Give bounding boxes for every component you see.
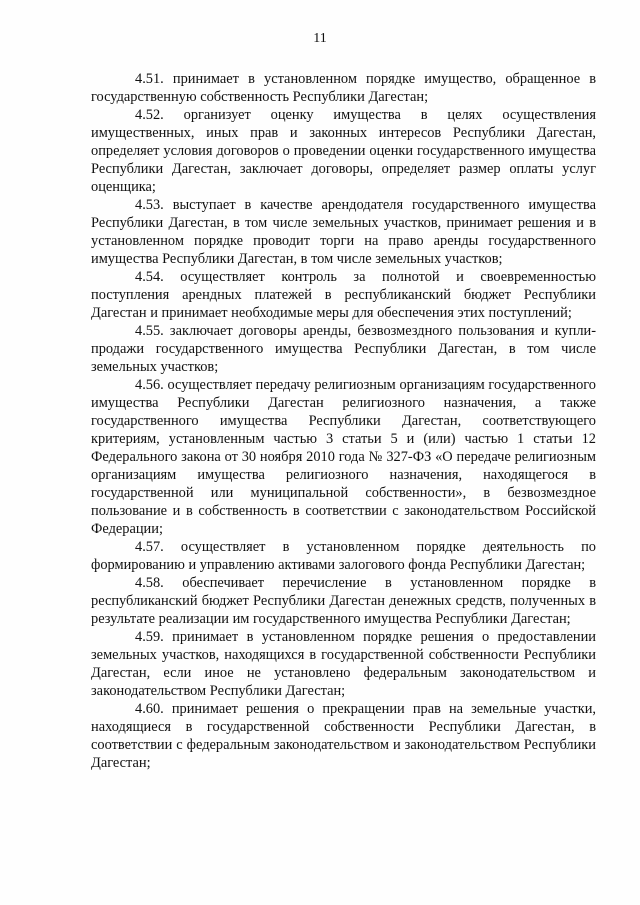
document-body [91, 70, 596, 772]
paragraph-4-51: 4.51. принимает в установленном порядке имущество, обращенное в государственную собственность Республики Дагестан; [91, 71, 596, 105]
paragraph-4-57: 4.57. осуществляет в установленном порядке деятельность по формированию и управлению активами залогового фонда Республики Дагестан; [91, 539, 596, 573]
paragraph-4-56: 4.56. осуществляет передачу религиозным организациям государственного имущества Республики Дагестан религиозного назначения, а также государственного имущества Республики Дагестан, соответствующего критериям, установленным частью 3 статьи 5 и (или) частью 1 статьи 12 Федерального закона от 30 ноября 2010 года № 327-ФЗ «О передаче религиозным организациям имущества религиозного назначения, находящегося в государственной или муниципальной собственности», в безвозмездное пользование и в собственность в соответствии с законодательством Российской Федерации; [91, 377, 596, 537]
paragraph-4-59: 4.59. принимает в установленном порядке решения о предоставлении земельных участков, находящихся в государственной собственности Республики Дагестан, если иное не установлено федеральным законодательством и законодательством Республики Дагестан; [91, 629, 596, 699]
page-number: 11 [313, 31, 327, 46]
paragraph-4-58: 4.58. обеспечивает перечисление в установленном порядке в республиканский бюджет Республики Дагестан денежных средств, полученных в результате реализации им государственного имущества Республики Дагестан; [91, 575, 596, 627]
paragraph-4-55: 4.55. заключает договоры аренды, безвозмездного пользования и купли-продажи государственного имущества Республики Дагестан, в том числе земельных участков; [91, 323, 596, 375]
paragraph-4-54: 4.54. осуществляет контроль за полнотой и своевременностью поступления арендных платежей в республиканский бюджет Республики Дагестан и принимает необходимые меры для обеспечения этих поступлений; [91, 269, 596, 321]
paragraph-4-53: 4.53. выступает в качестве арендодателя государственного имущества Республики Дагестан, в том числе земельных участков, принимает решения и в установленном порядке проводит торги на право аренды государственного имущества Республики Дагестан, в том числе земельных участков; [91, 197, 596, 267]
paragraph-4-52: 4.52. организует оценку имущества в целях осуществления имущественных, иных прав и законных интересов Республики Дагестан, определяет условия договоров о проведении оценки государственного имущества Республики Дагестан, заключает договоры, определяет размер оплаты услуг оценщика; [91, 107, 596, 195]
paragraph-4-60: 4.60. принимает решения о прекращении прав на земельные участки, находящиеся в государственной собственности Республики Дагестан, в соответствии с федеральным законодательством и законодательством Республики Дагестан; [91, 701, 596, 771]
